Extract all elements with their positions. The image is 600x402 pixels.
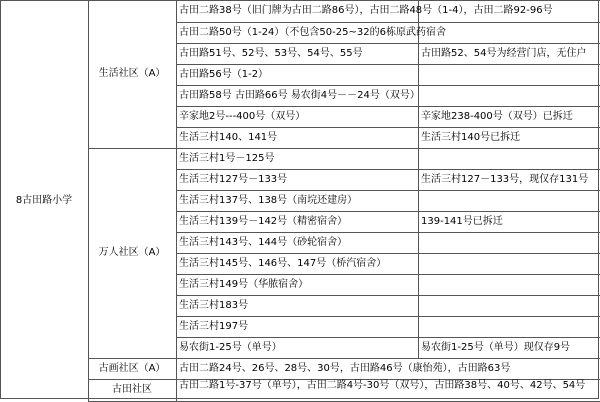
note-cell — [418, 274, 599, 295]
note-cell — [418, 85, 599, 106]
note-cell — [418, 295, 599, 316]
school-name: 8古田路小学 — [15, 194, 73, 206]
address-range-cell: 古田二路1号-37号（单号），古田二路4号-30号（双号），古田路38号、40号、42号、54号 — [179, 380, 586, 391]
community-name: 古田社区 — [112, 384, 152, 395]
address-range-cell: 生活三村183号 — [179, 300, 249, 311]
address-range-cell: 生活三村139号－142号（精密宿舍） — [179, 216, 348, 227]
note-cell: 139-141号已拆迁 — [421, 216, 503, 227]
note-cell — [418, 0, 599, 22]
note-cell — [418, 253, 599, 274]
note-cell — [418, 316, 599, 337]
note-cell — [418, 64, 599, 85]
note-cell: 生活三村140号已拆迁 — [421, 132, 521, 143]
address-range-cell: 易农街1-25号（单号） — [179, 342, 282, 353]
address-range-cell: 生活三村197号 — [179, 321, 249, 332]
address-range-cell: 生活三村149号（华脓宿舍） — [179, 279, 309, 290]
note-cell — [418, 148, 599, 169]
note-cell — [418, 190, 599, 211]
community-name: 万人社区（A） — [98, 247, 166, 258]
community-name: 生活社区（A） — [98, 68, 166, 79]
note-cell: 生活三村127－133号，现仅存131号 — [421, 174, 589, 185]
address-range-cell: 古田路58号 古田路66号 易农街4号－－24号（双号） — [179, 90, 420, 101]
note-cell: 古田路52、54号为经营门店，无住户 — [421, 48, 587, 59]
address-range-cell: 古田路51号、52号、53号、54号、55号 — [179, 48, 363, 59]
address-range-cell: 古田路56号（1-2） — [179, 69, 269, 80]
note-cell: 辛家地238-400号（双号）已拆迁 — [421, 111, 573, 122]
address-range-cell: 古田二路50号（1-24）（不包含50-25~32的6栋原武药宿舍 — [179, 27, 446, 38]
note-cell: 易农街1-25号（单号）现仅存9号 — [421, 342, 571, 353]
address-range-cell: 古田二路38号（旧门牌为古田二路86号），古田二路48号（1-4），古田二路92-96号 — [179, 5, 553, 16]
note-cell — [418, 232, 599, 253]
address-range-cell: 生活三村127号－133号 — [179, 174, 288, 185]
address-range-cell: 生活三村143号、144号（砂轮宿舍） — [179, 237, 348, 248]
address-range-cell: 生活三村140、141号 — [179, 132, 278, 143]
address-range-cell: 古田二路24号、26号、28号、30号，古田路46号（康怡苑），古田路63号 — [179, 363, 511, 374]
community-name: 古画社区（A） — [98, 362, 166, 374]
note-cell — [418, 22, 599, 43]
address-range-cell: 生活三村137号、138号（南垸还建房） — [179, 195, 358, 206]
address-range-cell: 生活三村145号、146号、147号（桥汽宿舍） — [179, 258, 387, 269]
address-range-cell: 生活三村1号－125号 — [179, 153, 275, 164]
address-range-cell: 辛家地2号---400号（双号） — [179, 111, 306, 122]
